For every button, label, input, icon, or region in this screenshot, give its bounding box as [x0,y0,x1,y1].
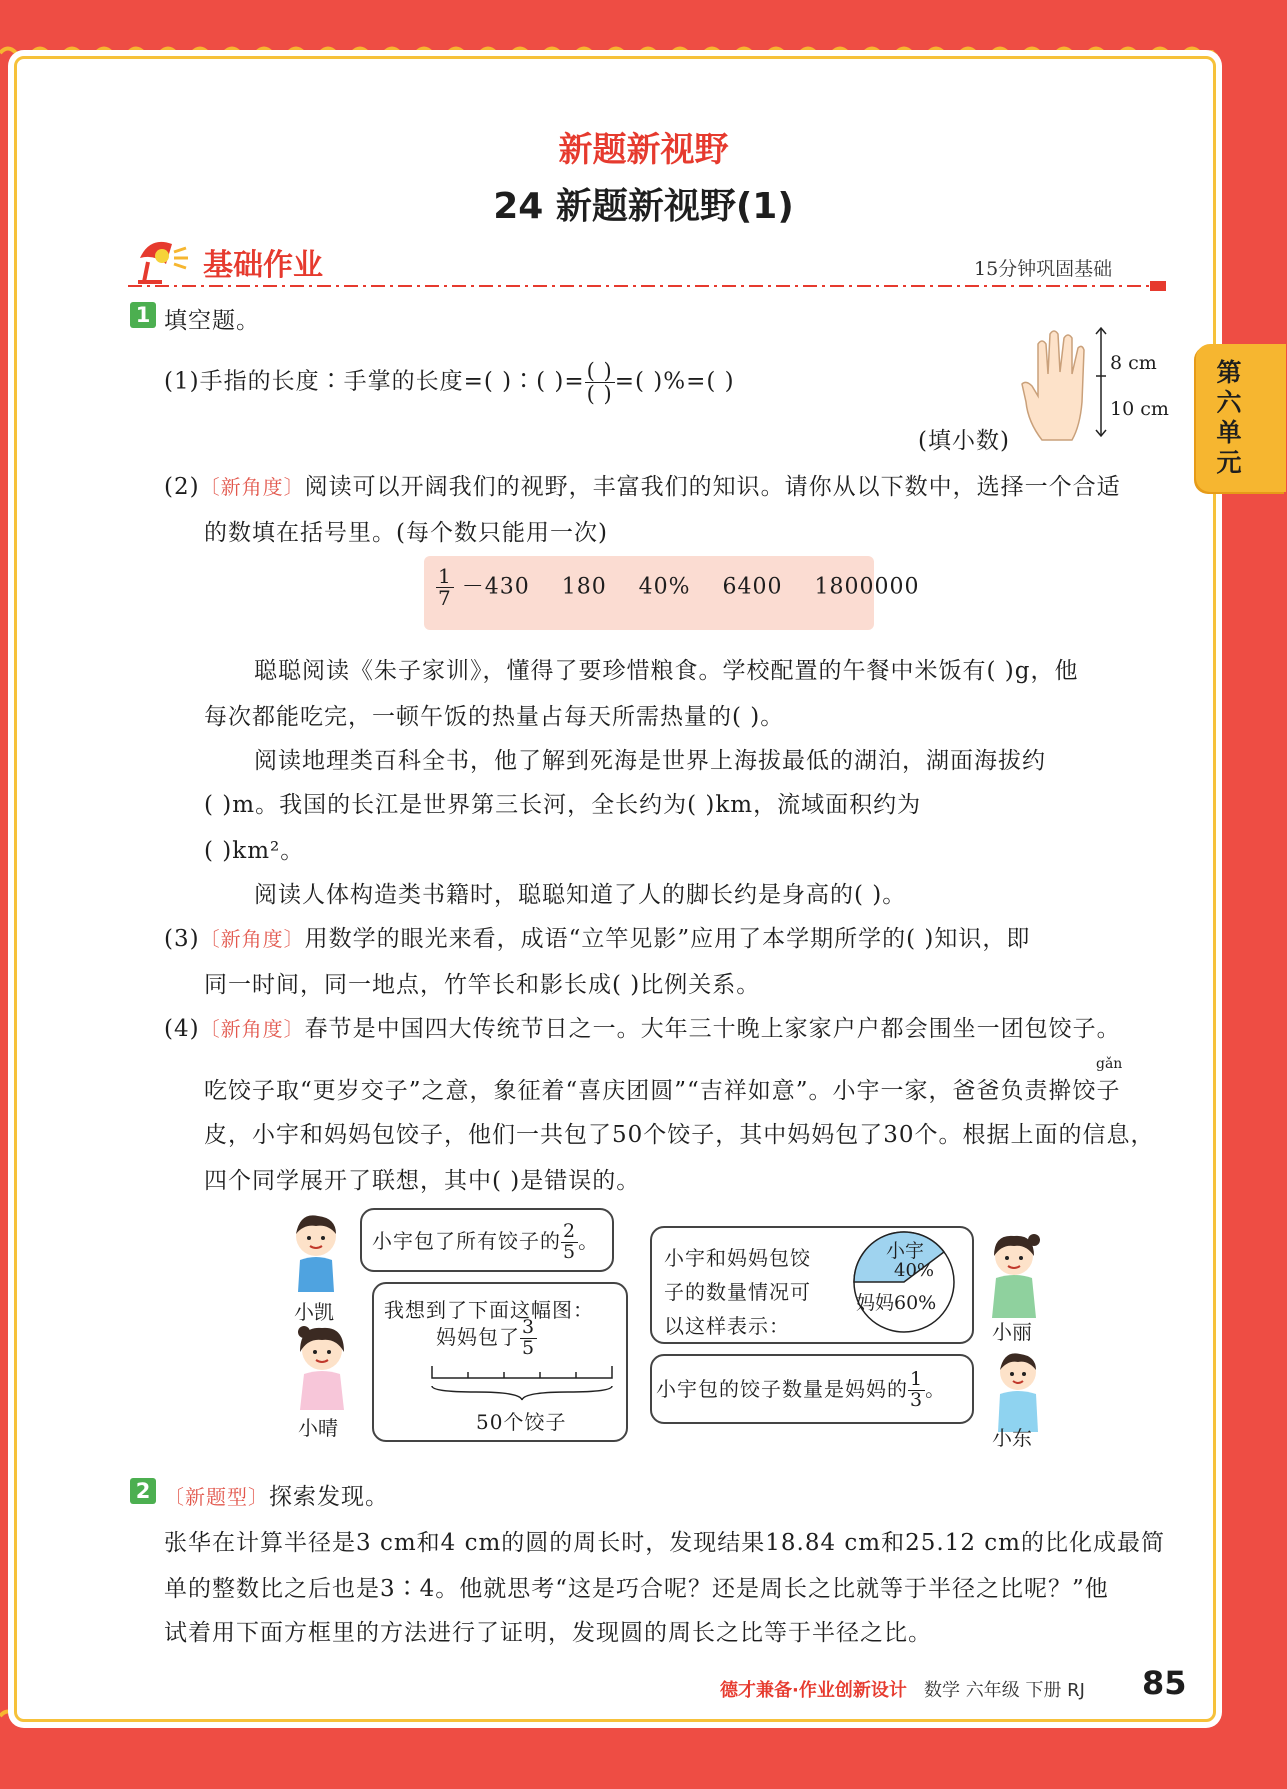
qing-speech-line2 [436,1318,537,1359]
hand-palm-length-label: 10 cm [1110,398,1169,420]
pie-slice-xiaoyu-label: 小宇 [886,1240,925,1262]
q1-part3-line1 [164,920,1030,953]
student-qing-name: 小晴 [298,1416,338,1440]
new-angle-tag: 〔新角度〕 [199,475,305,499]
q1-part1-fraction [585,360,615,405]
student-li-name: 小丽 [992,1320,1032,1344]
number-choices [436,566,919,609]
measurement-arrow [1092,326,1110,438]
kai-speech-content: 小宇包了所有饺子的 [372,1228,561,1253]
heading-divider [128,280,1168,292]
number-choice-fraction [436,566,454,609]
footer-info: 数学 六年级 下册 RJ [924,1680,1085,1701]
q1-part1-text-tail: =( )%=( ) [614,368,735,395]
time-note: 15分钟巩固基础 [974,258,1113,280]
pinyin-annotation: gǎn [1096,1056,1123,1072]
fraction-numerator: 1 [910,1368,924,1390]
fraction-numerator: ( ) [586,359,613,383]
q1-part2-paragraph-b-line2: ( )m。我国的长江是世界第三长河，全长约为( )km，流域面积约为 [204,792,922,818]
dong-speech-end: 。 [925,1376,947,1401]
q1-part1-line [164,360,735,405]
q2-line2: 单的整数比之后也是3∶4。他就思考“这是巧合呢？还是周长之比就等于半径之比呢？”他 [164,1576,1109,1602]
fraction-denominator: 5 [563,1240,577,1263]
q1-part2-prefix: (2) [164,474,200,500]
qing-speech-line1: 我想到了下面这幅图： [384,1298,594,1322]
question-number-badge: 2 [130,1478,156,1504]
q1-part2-paragraph-c: 阅读人体构造类书籍时，聪聪知道了人的脚长约是身高的( )。 [254,882,907,908]
student-kai-illustration [286,1210,346,1294]
q1-part3-line2: 同一时间，同一地点，竹竿长和影长成( )比例关系。 [204,972,761,998]
kai-fraction [561,1222,578,1263]
fraction-denominator: 7 [438,586,452,610]
q1-part3-prefix: (3) [164,926,200,952]
q1-part4-prefix: (4) [164,1016,200,1042]
new-angle-tag: 〔新角度〕 [199,1017,305,1041]
question-title: 填空题。 [164,308,260,334]
q1-part4-line4: 四个同学展开了联想，其中( )是错误的。 [204,1168,641,1194]
question-number-badge: 1 [130,302,156,328]
fraction-numerator: 1 [438,564,452,588]
q2-line3: 试着用下面方框里的方法进行了证明，发现圆的周长之比等于半径之比。 [164,1620,932,1646]
li-speech-line1: 小宇和妈妈包饺 [664,1246,811,1270]
fraction-numerator: 2 [563,1220,577,1242]
q1-part2-text: 阅读可以开阔我们的视野，丰富我们的知识。请你从以下数中，选择一个合适 [304,474,1121,500]
number-choice-list: －430 180 40% 6400 1800000 [461,574,920,600]
section-title: 新题新视野 [558,130,729,170]
unit-side-tab-label: 第六单元 [1216,358,1242,477]
fraction-denominator: 3 [910,1388,924,1411]
fraction-denominator: 5 [522,1336,536,1359]
fraction-denominator: ( ) [586,382,613,407]
segment-diagram-label: 50个饺子 [476,1410,567,1434]
dong-fraction [908,1370,925,1411]
q2-line1: 张华在计算半径是3 cm和4 cm的圆的周长时，发现结果18.84 cm和25.12 cm的比化成最简 [164,1530,1165,1556]
q1-part2-paragraph-b-line1: 阅读地理类百科全书，他了解到死海是世界上海拔最低的湖泊，湖面海拔约 [254,748,1046,774]
q1-part1-note: (填小数) [918,428,1010,454]
kai-speech-text [372,1222,599,1263]
student-li-illustration [984,1230,1044,1320]
q1-part2-paragraph-a-line2: 每次都能吃完，一顿午饭的热量占每天所需热量的( )。 [204,704,785,730]
lesson-title: 24 新题新视野(1) [493,186,794,227]
pie-slice-xiaoyu-value: 40% [894,1260,935,1281]
q1-part4-line2: 吃饺子取“更岁交子”之意，象征着“喜庆团圆”“吉祥如意”。小宇一家，爸爸负责擀饺子 [204,1078,1121,1104]
student-kai-name: 小凯 [294,1300,334,1324]
dong-speech-content: 小宇包的饺子数量是妈妈的 [656,1376,908,1401]
dong-speech-text [656,1370,946,1411]
pie-slice-mother-label: 妈妈60% [856,1292,937,1314]
q2-title: 探索发现。 [269,1484,389,1510]
q2-heading [164,1478,389,1511]
q1-part4-line1 [164,1010,1121,1043]
page-number: 85 [1142,1664,1187,1702]
hand-illustration [1020,322,1102,442]
student-dong-name: 小东 [992,1426,1032,1450]
footer-brand: 德才兼备·作业创新设计 [720,1680,907,1701]
student-qing-illustration [290,1322,354,1412]
q1-part4-text: 春节是中国四大传统节日之一。大年三十晚上家家户户都会围坐一团包饺子。 [304,1016,1121,1042]
hand-finger-length-label: 8 cm [1110,352,1157,374]
qing-speech-content: 妈妈包了 [436,1324,520,1349]
li-speech-line2: 子的数量情况可 [664,1280,811,1304]
q1-part2-line2: 的数填在括号里。(每个数只能用一次) [204,520,608,546]
new-type-tag: 〔新题型〕 [164,1485,269,1509]
q1-part2-paragraph-b-line3: ( )km²。 [204,838,305,864]
q1-part2-paragraph-a-line1: 聪聪阅读《朱子家训》，懂得了要珍惜粮食。学校配置的午餐中米饭有( )g，他 [254,658,1079,684]
q1-part1-text: (1)手指的长度∶手掌的长度=( )∶( )= [164,368,585,395]
q1-part3-text: 用数学的眼光来看，成语“立竿见影”应用了本学期所学的( )知识，即 [304,926,1031,952]
new-angle-tag: 〔新角度〕 [199,927,305,951]
li-speech-line3: 以这样表示： [664,1314,790,1338]
basic-homework-heading: 基础作业 [203,248,323,283]
kai-speech-end: 。 [578,1228,600,1253]
segment-diagram [430,1364,614,1404]
q1-part4-line3: 皮，小宇和妈妈包饺子，他们一共包了50个饺子，其中妈妈包了30个。根据上面的信息， [204,1122,1155,1148]
q1-part2-line1 [164,468,1121,501]
qing-fraction [520,1318,537,1359]
fraction-numerator: 3 [522,1316,536,1338]
